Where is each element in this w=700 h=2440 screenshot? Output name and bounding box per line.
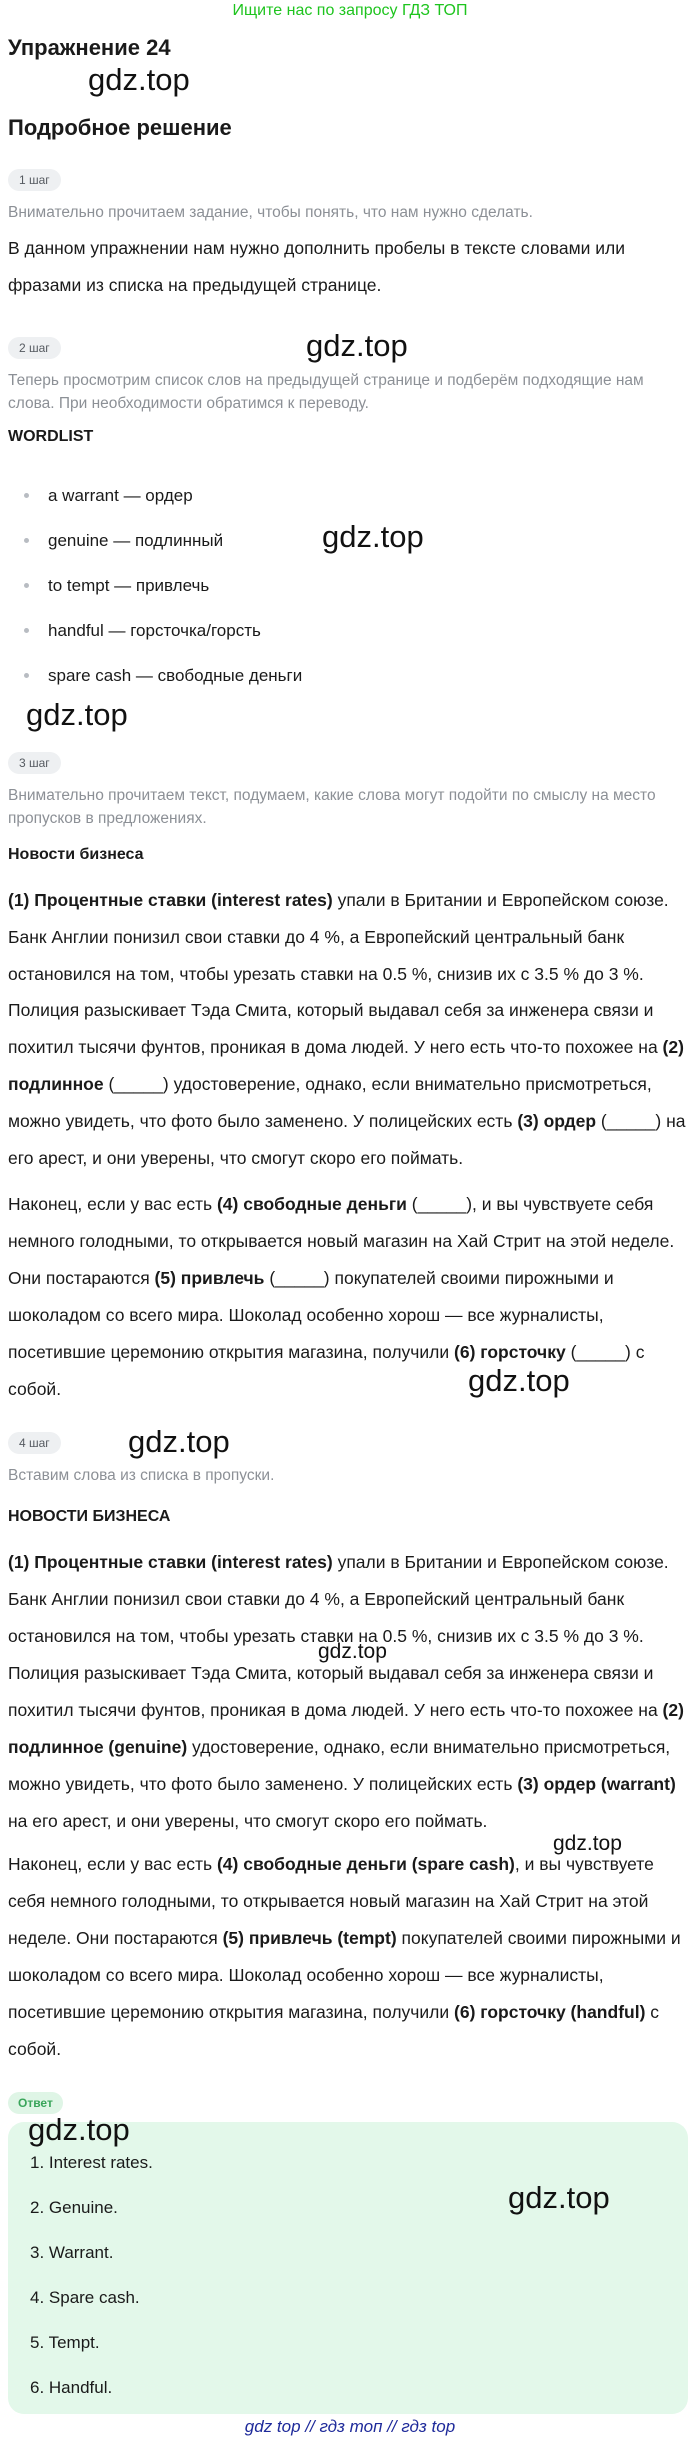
step4-paragraph-3: Наконец, если у вас есть (4) свободные деньги (spare cash), и вы чувствуете себя немного голодными, то открывается новый магазин на Хай Стрит на этой неделе. Они постараются (5) привлечь (tempt) покупателей своими пирожными и шоколадом со всего мира. Шоколад особенно хорош — все журналисты, посетившие церемонию открытия магазина, получили (6) горсточку (handful) с собой.: [8, 1854, 681, 2059]
wordlist-entry: to tempt — привлечь: [48, 576, 210, 595]
answer-badge: Ответ: [8, 2092, 63, 2114]
watermark: gdz.top: [306, 328, 408, 363]
wordlist-entry: handful — горсточка/горсть: [48, 621, 261, 640]
step-badge-4: 4 шаг: [8, 1432, 61, 1454]
page-title: Упражнение 24: [8, 35, 171, 60]
watermark: gdz.top: [88, 62, 190, 97]
step-note-3: Внимательно прочитаем текст, подумаем, какие слова могут подойти по смыслу на место пропусков в предложениях.: [8, 787, 656, 827]
step-badge-3: 3 шаг: [8, 752, 61, 774]
watermark: gdz.top: [26, 697, 128, 732]
step4-paragraph-1: (1) Процентные ставки (interest rates) упали в Британии и Европейском союзе. Банк Англии понизил свои ставки до 4 %, а Европейский центральный банк остановился на том, чтобы урезать ставки на 0.5 %, снизив их с 3.5 % до 3 %.: [8, 1552, 669, 1646]
wordlist-title: WORDLIST: [8, 428, 94, 445]
bullet-dot: [24, 538, 29, 543]
watermark: gdz.top: [28, 2112, 130, 2147]
bullet-dot: [24, 493, 29, 498]
step3-paragraph-2: Полиция разыскивает Тэда Смита, который выдавал себя за инженера связи и похитил тысячи фунтов, проникая в дома людей. У него есть что-то похожее на (2) подлинное (_____) удостоверение, однако, если внимательно присмотреться, можно увидеть, что фото было заменено. У полицейских есть (3) ордер (_____) на его арест, и они уверены, что смогут скоро его поймать.: [8, 1000, 686, 1168]
list-item: [20, 608, 520, 653]
step1-text: В данном упражнении нам нужно дополнить пробелы в тексте словами или фразами из списка на предыдущей странице.: [8, 238, 626, 295]
watermark: gdz.top: [553, 1832, 622, 1855]
list-item: [20, 653, 520, 698]
watermark: gdz.top: [322, 519, 424, 554]
bullet-dot: [24, 673, 29, 678]
step3-paragraph-3: Наконец, если у вас есть (4) свободные деньги (_____), и вы чувствуете себя немного голодными, то открывается новый магазин на Хай Стрит на этой неделе. Они постараются (5) привлечь (_____) покупателей своими пирожными и шоколадом со всего мира. Шоколад особенно хорош — все журналисты, посетившие церемонию открытия магазина, получили (6) горсточку (_____) с собой.: [8, 1194, 675, 1399]
step4-paragraph-2: Полиция разыскивает Тэда Смита, который выдавал себя за инженера связи и похитил тысячи фунтов, проникая в дома людей. У него есть что-то похожее на (2) подлинное (genuine) удостоверение, однако, если внимательно присмотреться, можно увидеть, что фото было заменено. У полицейских есть (3) ордер (warrant) на его арест, и они уверены, что смогут скоро его поймать.: [8, 1663, 684, 1831]
wordlist: [20, 473, 520, 698]
news-title: Новости бизнеса: [8, 846, 144, 863]
step-badge-1: 1 шаг: [8, 169, 61, 191]
bullet-dot: [24, 628, 29, 633]
top-banner[interactable]: Ищите нас по запросу ГДЗ ТОП: [232, 2, 468, 19]
list-item: [20, 563, 520, 608]
wordlist-entry: spare cash — свободные деньги: [48, 666, 303, 685]
watermark: gdz.top: [128, 1424, 230, 1459]
answer-item: 3. Warrant.: [30, 2243, 114, 2262]
answer-list: [30, 2148, 153, 2418]
section-title: Подробное решение: [8, 115, 232, 140]
answer-item: 1. Interest rates.: [30, 2153, 153, 2172]
step3-paragraph-1: (1) Процентные ставки (interest rates) упали в Британии и Европейском союзе. Банк Англии понизил свои ставки до 4 %, а Европейский центральный банк остановился на том, чтобы урезать ставки на 0.5 %, снизив их с 3.5 % до 3 %.: [8, 890, 669, 984]
list-item: [20, 473, 520, 518]
answer-item: 6. Handful.: [30, 2378, 113, 2397]
step-badge-2: 2 шаг: [8, 337, 61, 359]
answer-item: 2. Genuine.: [30, 2198, 118, 2217]
wordlist-entry: genuine — подлинный: [48, 531, 224, 550]
watermark: gdz.top: [468, 1363, 570, 1398]
answer-item: 5. Tempt.: [30, 2333, 100, 2352]
footer-links[interactable]: gdz top // гдз топ // гдз top: [244, 2417, 456, 2436]
answer-item: 4. Spare cash.: [30, 2288, 140, 2307]
step-note-2: Теперь просмотрим список слов на предыдущей странице и подберём подходящие нам слова. При необходимости обратимся к переводу.: [8, 372, 644, 412]
step-note-1: Внимательно прочитаем задание, чтобы понять, что нам нужно сделать.: [8, 204, 533, 221]
bullet-dot: [24, 583, 29, 588]
watermark: gdz.top: [508, 2180, 610, 2215]
news-title-caps: НОВОСТИ БИЗНЕСА: [8, 1508, 171, 1525]
wordlist-entry: a warrant — ордер: [48, 486, 193, 505]
watermark: gdz.top: [318, 1640, 387, 1663]
step-note-4: Вставим слова из списка в пропуски.: [8, 1467, 275, 1484]
list-item: [20, 518, 520, 563]
